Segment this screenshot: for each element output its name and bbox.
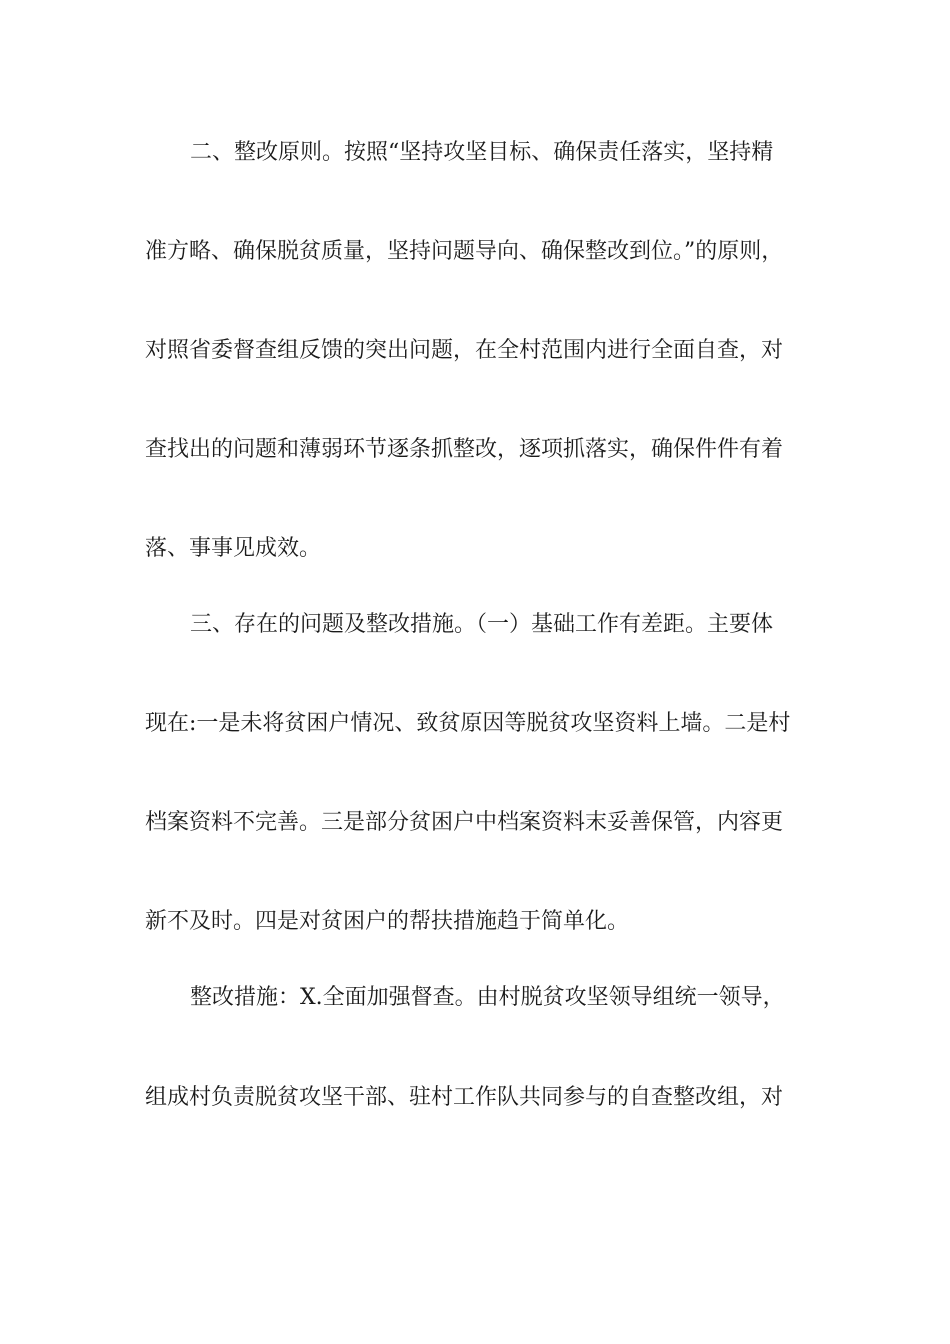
paragraph-3-line-3: 档案资料不完善。三是部分贫困户中档案资料末妥善保管，内容更 (145, 810, 784, 835)
paragraph-2-line-1: 二、整改原则。按照“坚持攻坚目标、确保责任落实，坚持精 (190, 140, 774, 165)
paragraph-4-line-1: 整改措施：X.全面加强督查。由村脱贫攻坚领导组统一领导， (190, 985, 785, 1010)
paragraph-2-line-3: 对照省委督查组反馈的突出问题，在全村范围内进行全面自查，对 (145, 338, 784, 363)
paragraph-4-line-2: 组成村负责脱贫攻坚干部、驻村工作队共同参与的自查整改组，对 (145, 1085, 784, 1110)
paragraph-3-line-2: 现在:一是未将贫困户情况、致贫原因等脱贫攻坚资料上墙。二是村 (145, 711, 791, 736)
paragraph-2-line-4: 查找出的问题和薄弱环节逐条抓整改，逐项抓落实，确保件件有着 (145, 437, 784, 462)
paragraph-2-line-2: 准方略、确保脱贫质量，坚持问题导向、确保整改到位。”的原则， (145, 239, 784, 264)
paragraph-2-line-5: 落、事事见成效。 (145, 536, 322, 561)
paragraph-3-line-4: 新不及时。四是对贫困户的帮扶措施趋于简单化。 (145, 909, 630, 934)
paragraph-3-line-1: 三、存在的问题及整改措施。（一）基础工作有差距。主要体 (190, 612, 774, 637)
